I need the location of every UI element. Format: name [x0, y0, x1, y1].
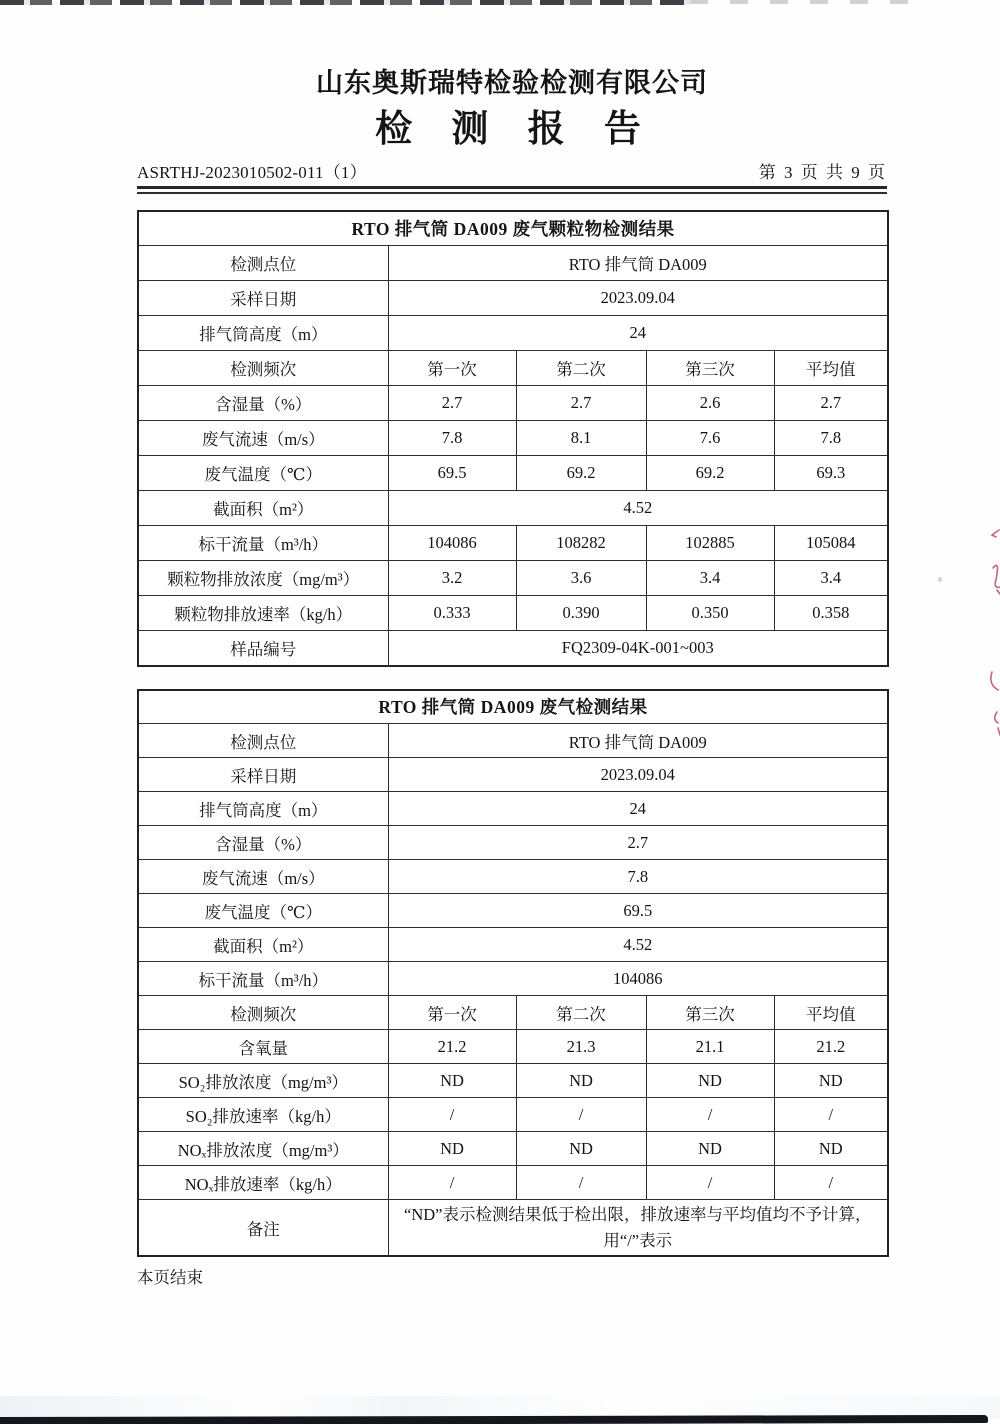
row-label: 废气流速（m/s）	[138, 421, 388, 456]
table-title: RTO 排气筒 DA009 废气检测结果	[138, 690, 888, 724]
cell-value: 102885	[646, 526, 774, 561]
row-label: 颗粒物排放浓度（mg/m³）	[138, 561, 388, 596]
cell-value: ND	[388, 1132, 516, 1166]
table-row	[138, 316, 888, 351]
row-label: NOₓ排放浓度（mg/m³）	[138, 1132, 388, 1166]
header-rule	[137, 186, 887, 194]
cell-value: 0.390	[516, 596, 646, 631]
stamp-residue-dot	[938, 577, 942, 582]
cell-value: 3.4	[646, 561, 774, 596]
row-label: SO₂排放浓度（mg/m³）	[138, 1064, 388, 1098]
table-row	[138, 928, 888, 962]
cell-value: 8.1	[516, 421, 646, 456]
table-row	[138, 860, 888, 894]
table-row	[138, 724, 888, 758]
cell-value: 0.333	[388, 596, 516, 631]
freq-col-header: 平均值	[774, 351, 888, 386]
table-row	[138, 792, 888, 826]
row-label: 检测点位	[138, 724, 388, 758]
row-value: 69.5	[388, 894, 888, 928]
cell-value: 2.6	[646, 386, 774, 421]
report-title: 检 测 报 告	[375, 109, 649, 151]
table-row	[138, 690, 888, 724]
table-row	[138, 561, 888, 596]
gas-results-table	[137, 689, 889, 1258]
cell-value: ND	[516, 1064, 646, 1098]
row-label: 采样日期	[138, 281, 388, 316]
row-value: 2023.09.04	[388, 281, 888, 316]
table-row	[138, 211, 888, 246]
particulate-results-table	[137, 210, 889, 667]
row-label: 废气流速（m/s）	[138, 860, 388, 894]
cell-value: 2.7	[388, 386, 516, 421]
cell-value: 21.2	[388, 1030, 516, 1064]
cell-value: /	[516, 1166, 646, 1200]
cell-value: ND	[516, 1132, 646, 1166]
row-value: 104086	[388, 962, 888, 996]
table-row	[138, 1064, 888, 1098]
table-row	[138, 1030, 888, 1064]
row-value: 4.52	[388, 491, 888, 526]
stamp-residue	[984, 520, 1000, 740]
cell-value: 3.2	[388, 561, 516, 596]
cell-value: 69.5	[388, 456, 516, 491]
page-indicator: 第 3 页 共 9 页	[758, 162, 887, 182]
table-row	[138, 526, 888, 561]
freq-col-header: 第三次	[646, 996, 774, 1030]
cell-value: 21.2	[774, 1030, 888, 1064]
table-row	[138, 826, 888, 860]
row-label: 检测点位	[138, 246, 388, 281]
cell-value: /	[388, 1098, 516, 1132]
row-label: 截面积（m²）	[138, 491, 388, 526]
cell-value: 21.1	[646, 1030, 774, 1064]
table-row	[138, 421, 888, 456]
cell-value: 7.6	[646, 421, 774, 456]
cell-value: 104086	[388, 526, 516, 561]
freq-col-header: 第二次	[516, 351, 646, 386]
freq-col-header: 第一次	[388, 351, 516, 386]
row-label: NOₓ排放速率（kg/h）	[138, 1166, 388, 1200]
row-label: 含湿量（%）	[138, 826, 388, 860]
row-label: 含氧量	[138, 1030, 388, 1064]
row-label: 废气温度（℃）	[138, 894, 388, 928]
cell-value: /	[774, 1166, 888, 1200]
cell-value: 69.2	[516, 456, 646, 491]
cell-value: ND	[646, 1064, 774, 1098]
cell-value: 0.350	[646, 596, 774, 631]
cell-value: 69.3	[774, 456, 888, 491]
table-row	[138, 351, 888, 386]
table-row	[138, 1132, 888, 1166]
row-value: 24	[388, 316, 888, 351]
table-row	[138, 386, 888, 421]
report-number: ASRTHJ-2023010502-011（1）	[137, 162, 367, 182]
row-value: 2023.09.04	[388, 758, 888, 792]
row-value: 7.8	[388, 860, 888, 894]
row-label: 排气筒高度（m）	[138, 316, 388, 351]
cell-value: ND	[646, 1132, 774, 1166]
row-label: 截面积（m²）	[138, 928, 388, 962]
cell-value: 0.358	[774, 596, 888, 631]
row-value: FQ2309-04K-001~003	[388, 631, 888, 666]
table-row	[138, 962, 888, 996]
freq-col-header: 平均值	[774, 996, 888, 1030]
table-row	[138, 246, 888, 281]
cell-value: ND	[774, 1064, 888, 1098]
table-row	[138, 281, 888, 316]
table-title: RTO 排气筒 DA009 废气颗粒物检测结果	[138, 211, 888, 246]
row-label: 采样日期	[138, 758, 388, 792]
table-row	[138, 596, 888, 631]
table-row	[138, 491, 888, 526]
row-label: 颗粒物排放速率（kg/h）	[138, 596, 388, 631]
cell-value: /	[646, 1098, 774, 1132]
table-row	[138, 631, 888, 666]
table-row	[138, 1200, 888, 1257]
cell-value: /	[388, 1166, 516, 1200]
cell-value: 3.4	[774, 561, 888, 596]
cell-value: 7.8	[774, 421, 888, 456]
cell-value: 69.2	[646, 456, 774, 491]
cell-value: 2.7	[516, 386, 646, 421]
row-label: 排气筒高度（m）	[138, 792, 388, 826]
remark-label: 备注	[138, 1200, 388, 1257]
cell-value: 3.6	[516, 561, 646, 596]
cell-value: /	[774, 1098, 888, 1132]
cell-value: 2.7	[774, 386, 888, 421]
company-name: 山东奥斯瑞特检验检测有限公司	[316, 68, 708, 98]
row-value: RTO 排气筒 DA009	[388, 724, 888, 758]
row-label: 标干流量（m³/h）	[138, 962, 388, 996]
table-row	[138, 456, 888, 491]
row-value: 4.52	[388, 928, 888, 962]
remark-text: “ND”表示检测结果低于检出限，排放速率与平均值均不予计算，用“/”表示	[388, 1200, 888, 1257]
table-row	[138, 758, 888, 792]
row-value: 24	[388, 792, 888, 826]
table-row	[138, 996, 888, 1030]
row-label: 标干流量（m³/h）	[138, 526, 388, 561]
cell-value: ND	[774, 1132, 888, 1166]
row-value: 2.7	[388, 826, 888, 860]
row-label: 检测频次	[138, 996, 388, 1030]
freq-col-header: 第一次	[388, 996, 516, 1030]
row-label: 样品编号	[138, 631, 388, 666]
table-row	[138, 1098, 888, 1132]
cell-value: 7.8	[388, 421, 516, 456]
row-label: 废气温度（℃）	[138, 456, 388, 491]
scan-artifact-bottom	[0, 1415, 988, 1424]
cell-value: 21.3	[516, 1030, 646, 1064]
report-content	[137, 0, 887, 1288]
cell-value: 108282	[516, 526, 646, 561]
row-value: RTO 排气筒 DA009	[388, 246, 888, 281]
cell-value: /	[646, 1166, 774, 1200]
cell-value: 105084	[774, 526, 888, 561]
header-meta	[137, 158, 887, 183]
freq-col-header: 第二次	[516, 996, 646, 1030]
end-of-page-note: 本页结束	[137, 1268, 203, 1288]
table-row	[138, 894, 888, 928]
row-label: 含湿量（%）	[138, 386, 388, 421]
row-label: SO₂排放速率（kg/h）	[138, 1098, 388, 1132]
cell-value: ND	[388, 1064, 516, 1098]
freq-col-header: 第三次	[646, 351, 774, 386]
cell-value: /	[516, 1098, 646, 1132]
table-row	[138, 1166, 888, 1200]
row-label: 检测频次	[138, 351, 388, 386]
